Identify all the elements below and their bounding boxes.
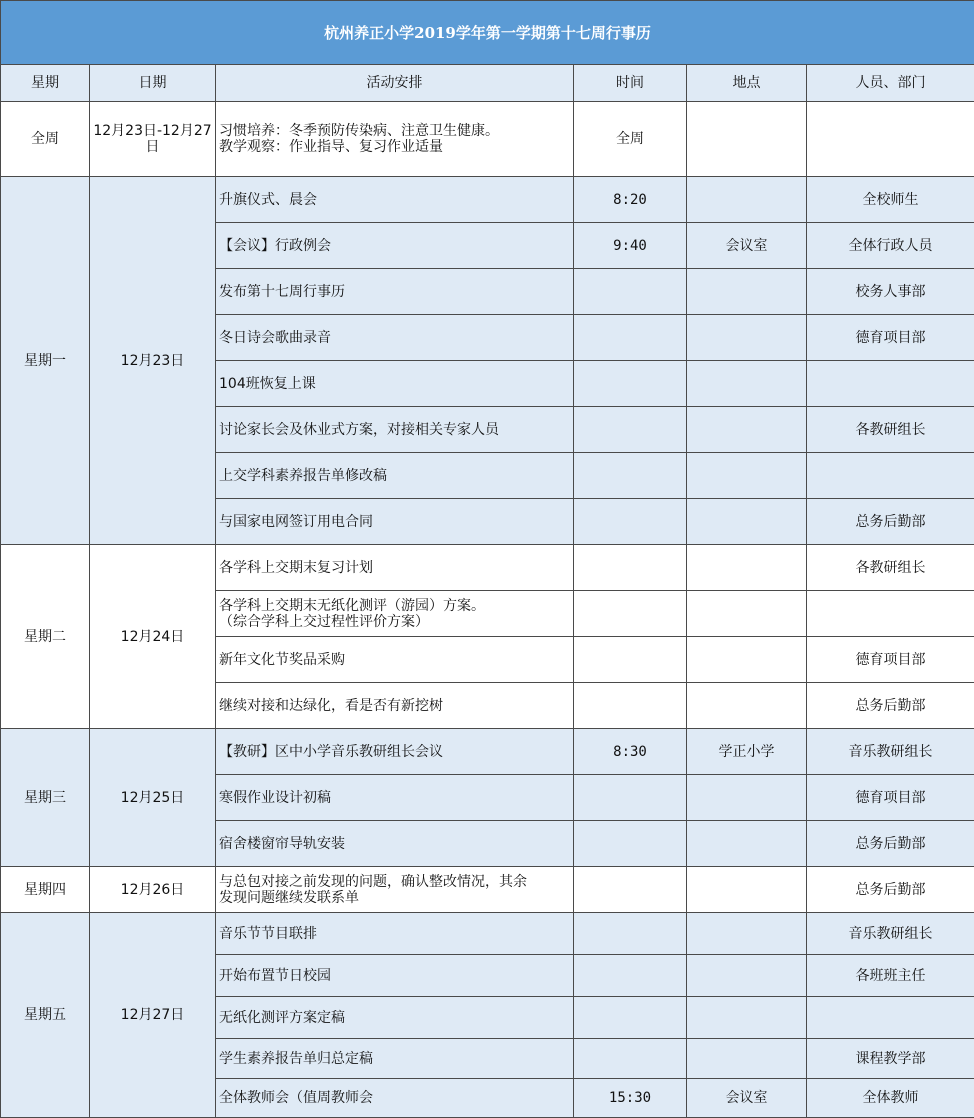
activity-cell: 音乐节节目联排 [216, 913, 574, 955]
activity-cell: 104班恢复上课 [216, 361, 574, 407]
time-cell [574, 361, 687, 407]
place-cell [687, 499, 807, 545]
time-cell [574, 1039, 687, 1079]
schedule-row [1, 729, 974, 775]
page-title: 杭州养正小学2019学年第一学期第十七周行事历 [1, 1, 974, 65]
date-cell: 12月23日-12月27日 [90, 102, 216, 177]
date-cell: 12月26日 [90, 867, 216, 913]
place-cell [687, 269, 807, 315]
place-cell [687, 1039, 807, 1079]
header-row [1, 65, 974, 102]
place-cell [687, 453, 807, 499]
staff-cell: 课程教学部 [807, 1039, 974, 1079]
date-cell: 12月24日 [90, 545, 216, 729]
time-cell [574, 821, 687, 867]
staff-cell: 各教研组长 [807, 407, 974, 453]
place-cell [687, 997, 807, 1039]
activity-cell: 与总包对接之前发现的问题，确认整改情况，其余 发现问题继续发联系单 [216, 867, 574, 913]
time-cell [574, 955, 687, 997]
place-cell: 会议室 [687, 1079, 807, 1118]
time-cell [574, 591, 687, 637]
activity-cell: 开始布置节日校园 [216, 955, 574, 997]
time-cell [574, 775, 687, 821]
place-cell [687, 775, 807, 821]
place-cell [687, 821, 807, 867]
activity-cell: 寒假作业设计初稿 [216, 775, 574, 821]
time-cell [574, 499, 687, 545]
activity-cell: 全体教师会（值周教师会 [216, 1079, 574, 1118]
header-date: 日期 [90, 65, 216, 102]
header-day: 星期 [1, 65, 90, 102]
staff-cell: 全体行政人员 [807, 223, 974, 269]
staff-cell [807, 591, 974, 637]
header-staff: 人员、部门 [807, 65, 974, 102]
activity-cell: 新年文化节奖品采购 [216, 637, 574, 683]
day-cell: 星期二 [1, 545, 90, 729]
staff-cell [807, 361, 974, 407]
staff-cell: 总务后勤部 [807, 867, 974, 913]
staff-cell: 德育项目部 [807, 637, 974, 683]
staff-cell: 各教研组长 [807, 545, 974, 591]
staff-cell: 各班班主任 [807, 955, 974, 997]
time-cell [574, 315, 687, 361]
staff-cell: 全校师生 [807, 177, 974, 223]
staff-cell [807, 102, 974, 177]
staff-cell [807, 453, 974, 499]
place-cell [687, 315, 807, 361]
place-cell [687, 361, 807, 407]
date-cell: 12月25日 [90, 729, 216, 867]
staff-cell: 德育项目部 [807, 315, 974, 361]
activity-cell: 学生素养报告单归总定稿 [216, 1039, 574, 1079]
time-cell: 9:40 [574, 223, 687, 269]
staff-cell: 音乐教研组长 [807, 913, 974, 955]
staff-cell: 音乐教研组长 [807, 729, 974, 775]
time-cell: 8:20 [574, 177, 687, 223]
schedule-row [1, 102, 974, 177]
activity-cell: 发布第十七周行事历 [216, 269, 574, 315]
header-place: 地点 [687, 65, 807, 102]
time-cell: 15:30 [574, 1079, 687, 1118]
staff-cell: 全体教师 [807, 1079, 974, 1118]
date-cell: 12月27日 [90, 913, 216, 1118]
place-cell [687, 913, 807, 955]
activity-cell: 各学科上交期末复习计划 [216, 545, 574, 591]
schedule-row [1, 913, 974, 955]
place-cell [687, 591, 807, 637]
activity-cell: 上交学科素养报告单修改稿 [216, 453, 574, 499]
day-cell: 星期一 [1, 177, 90, 545]
place-cell [687, 407, 807, 453]
header-time: 时间 [574, 65, 687, 102]
time-cell: 8:30 [574, 729, 687, 775]
place-cell [687, 545, 807, 591]
place-cell [687, 102, 807, 177]
time-cell [574, 407, 687, 453]
activity-cell: 与国家电网签订用电合同 [216, 499, 574, 545]
activity-cell: 宿舍楼窗帘导轨安装 [216, 821, 574, 867]
activity-cell: 各学科上交期末无纸化测评（游园）方案。 （综合学科上交过程性评价方案） [216, 591, 574, 637]
staff-cell: 总务后勤部 [807, 683, 974, 729]
activity-cell: 无纸化测评方案定稿 [216, 997, 574, 1039]
day-cell: 星期三 [1, 729, 90, 867]
time-cell: 全周 [574, 102, 687, 177]
date-cell: 12月23日 [90, 177, 216, 545]
place-cell: 会议室 [687, 223, 807, 269]
staff-cell: 总务后勤部 [807, 821, 974, 867]
day-cell: 全周 [1, 102, 90, 177]
activity-cell: 冬日诗会歌曲录音 [216, 315, 574, 361]
activity-cell: 【教研】区中小学音乐教研组长会议 [216, 729, 574, 775]
place-cell [687, 683, 807, 729]
time-cell [574, 269, 687, 315]
place-cell [687, 637, 807, 683]
place-cell [687, 955, 807, 997]
header-activity: 活动安排 [216, 65, 574, 102]
staff-cell: 德育项目部 [807, 775, 974, 821]
staff-cell [807, 997, 974, 1039]
activity-cell: 讨论家长会及休业式方案，对接相关专家人员 [216, 407, 574, 453]
time-cell [574, 913, 687, 955]
activity-cell: 【会议】行政例会 [216, 223, 574, 269]
schedule-row [1, 867, 974, 913]
activity-cell: 继续对接和达绿化，看是否有新挖树 [216, 683, 574, 729]
place-cell [687, 177, 807, 223]
staff-cell: 校务人事部 [807, 269, 974, 315]
staff-cell: 总务后勤部 [807, 499, 974, 545]
time-cell [574, 997, 687, 1039]
schedule-row [1, 177, 974, 223]
schedule-row [1, 545, 974, 591]
day-cell: 星期四 [1, 867, 90, 913]
activity-cell: 习惯培养：冬季预防传染病、注意卫生健康。 教学观察：作业指导、复习作业适量 [216, 102, 574, 177]
time-cell [574, 637, 687, 683]
time-cell [574, 453, 687, 499]
place-cell: 学正小学 [687, 729, 807, 775]
time-cell [574, 683, 687, 729]
time-cell [574, 867, 687, 913]
activity-cell: 升旗仪式、晨会 [216, 177, 574, 223]
day-cell: 星期五 [1, 913, 90, 1118]
time-cell [574, 545, 687, 591]
place-cell [687, 867, 807, 913]
